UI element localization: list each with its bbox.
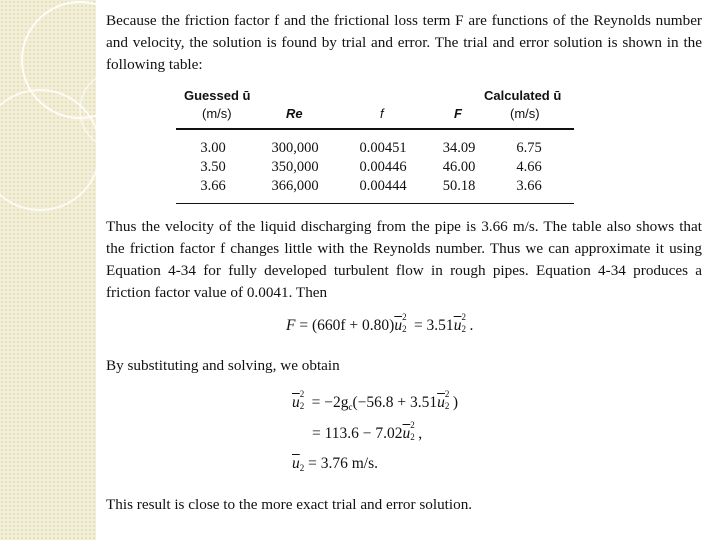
eq-f-lhs: F bbox=[286, 317, 296, 334]
table-bottom-rule bbox=[176, 203, 574, 204]
eq3-var: $\overline{u}$ bbox=[292, 455, 300, 472]
table-header-row bbox=[176, 86, 574, 106]
table-cell: 3.50 bbox=[200, 159, 226, 175]
header-guessed-unit: (m/s) bbox=[202, 106, 232, 121]
conclusion-text: This result is close to the more exact trial and error solution. bbox=[106, 496, 473, 513]
discussion-text: Thus the velocity of the liquid discharging from the pipe is 3.66 m/s. The table also shows that the friction factor f changes little with the Reynolds number. Thus we can approximate it using Equation 4-34 for fully developed turbulent flow in rough pipes. Equation 4-34 produces a friction factor value of 0.0041. Then bbox=[106, 218, 702, 301]
conclusion-paragraph bbox=[106, 494, 702, 516]
table-body bbox=[176, 139, 574, 199]
header-calculated: Calculated ū bbox=[484, 88, 562, 103]
table-cell: 4.66 bbox=[516, 159, 542, 175]
table-cell: 0.00451 bbox=[359, 140, 407, 156]
table-cell: 46.00 bbox=[442, 159, 476, 175]
table-cell: 0.00444 bbox=[359, 178, 407, 194]
eq-f-rhs: = 3.51 bbox=[410, 317, 454, 334]
table-cell: 3.66 bbox=[516, 178, 542, 194]
discussion-paragraph bbox=[106, 216, 702, 304]
eq2-rhs: = 113.6 − 7.02 bbox=[312, 425, 403, 442]
trial-error-table bbox=[176, 86, 574, 204]
header-re: Re bbox=[286, 106, 303, 121]
eq1-paren: (−56.8 + 3.51 bbox=[352, 394, 438, 411]
table-cell: 350,000 bbox=[271, 159, 319, 175]
equation-line-1: $\overline{u}$ 2 2 = $-2g_c(-56.8 + 3.51\overline{u}$ 2 2 ) bbox=[292, 389, 459, 412]
table-cell: 6.75 bbox=[516, 140, 542, 156]
table-cell: 50.18 bbox=[442, 178, 476, 194]
eq3-rhs: = 3.76 m/s. bbox=[308, 455, 379, 472]
header-f-big: F bbox=[454, 106, 462, 121]
table-cell: 366,000 bbox=[271, 178, 319, 194]
eq1-sub: c bbox=[348, 402, 353, 412]
table-header-rule bbox=[176, 128, 574, 130]
eq1-rhs: = −2g bbox=[311, 394, 349, 411]
table-cell: 3.00 bbox=[200, 140, 226, 156]
table-cell: 0.00446 bbox=[359, 159, 407, 175]
intro-paragraph bbox=[106, 10, 702, 76]
eq-f-middle: = (660f + 0.80) bbox=[295, 317, 395, 334]
header-calculated-unit: (m/s) bbox=[510, 106, 540, 121]
header-guessed: Guessed ū bbox=[184, 88, 251, 103]
table-cell: 3.66 bbox=[200, 178, 226, 194]
eq1-var: $\overline{u}$ bbox=[292, 394, 300, 411]
table-cell: 34.09 bbox=[442, 140, 476, 156]
substituting-text: By substituting and solving, we obtain bbox=[106, 357, 340, 374]
header-f-small: f bbox=[380, 106, 384, 121]
intro-text: Because the friction factor f and the frictional loss term F are functions of the Reynolds number and velocity, the solution is found by trial and error. The trial and error solution is shown in the following table: bbox=[106, 12, 702, 73]
equation-line-3: $\overline{u}_2 = 3.76$ m/s. bbox=[292, 455, 379, 473]
table-header-row-units bbox=[176, 106, 574, 126]
table-cell: 300,000 bbox=[271, 140, 319, 156]
equation-friction-loss: $F = (660f + 0.80)\overline{u}$ 2 2 = $3.51\overline{u}$ 2 2 . bbox=[286, 312, 474, 334]
substituting-paragraph bbox=[106, 355, 702, 377]
equation-line-2: = $113.6 - 7.02\overline{u}$ 2 2 , bbox=[312, 420, 423, 442]
